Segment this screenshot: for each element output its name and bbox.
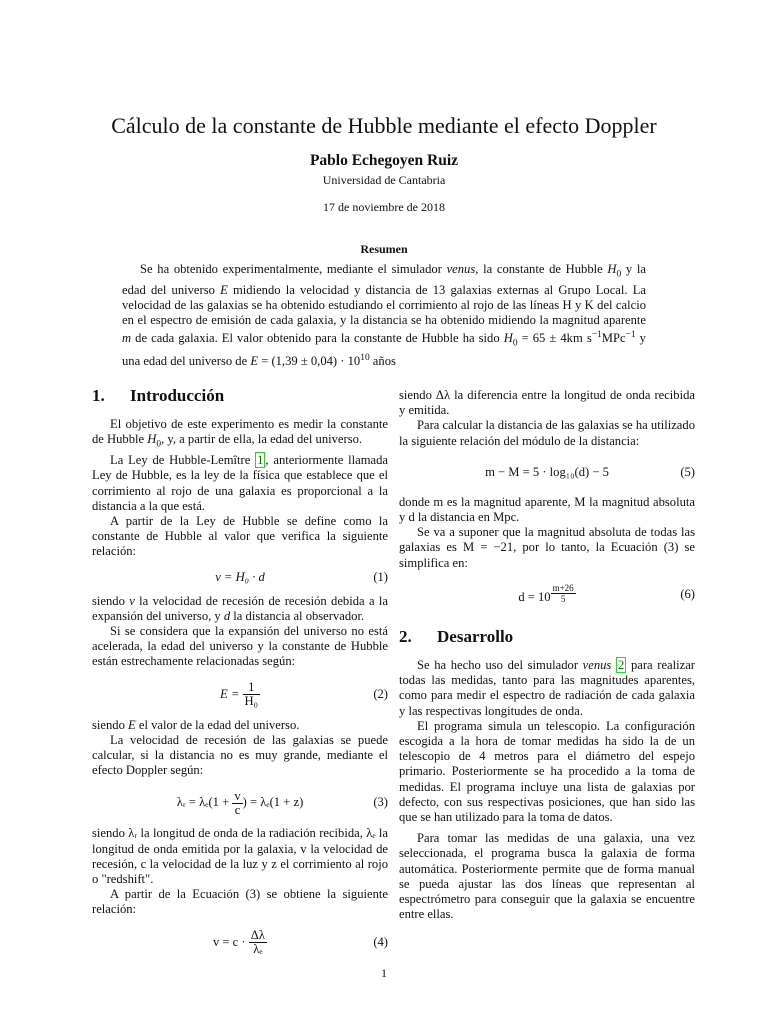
paragraph: Para calcular la distancia de las galaxias se ha utilizado la siguiente relación del módulo de la distancia:: [399, 418, 695, 448]
section-heading-introduccion: 1. Introducción: [92, 386, 225, 405]
paragraph: La velocidad de recesión de las galaxias se puede calcular, si la distancia no es muy grande, mediante el efecto Doppler según:: [92, 732, 388, 778]
equation-2: E = $\frac{1}{\text{H₀}}$ (2): [220, 680, 388, 709]
section-heading-desarrollo: 2. Desarrollo: [399, 626, 514, 646]
equation-1: v = H₀ · d (1): [215, 569, 388, 584]
paragraph: Para tomar las medidas de una galaxia, una vez seleccionada, el programa busca la galaxia de forma automática. Posteriormente permite que de forma manual se pueda ajustar las dos líneas que representan al espectrómetro para conseguir que la galaxia se encuentre entre ellas.: [399, 831, 695, 922]
paragraph: Si se considera que la expansión del universo no está acelerada, la edad del universo y la constante de Hubble están estrechamente relacionadas según:: [92, 623, 388, 669]
affiliation: Universidad de Cantabria: [322, 173, 446, 187]
citation-link[interactable]: 2: [618, 658, 625, 673]
abstract-text: Se ha obtenido experimentalmente, mediante el simulador venus, la constante de Hubble $H_0$ y la edad del universo E midiendo la velocidad y distancia de 13 galaxias externas al Grupo Local. La velocidad de las galaxias se ha obtenido estudiando el corrimiento al rojo de las líneas H y K del calcio en el espectro de emisión de cada galaxia, y la distancia se ha obtenido midiendo la magnitud aparente m de cada galaxia. El valor obtenido para la constante de Hubble ha sido $H_0 = 65 \pm 4km$ $s^{-1}MPc^{-1}$ y una edad del universo de $E = (1,39 \pm 0,04) \cdot 10^{10}$ años: [122, 262, 646, 369]
left-column: [92, 388, 388, 966]
equation-3: λᵣ = λₑ(1 + $\frac{v}{c}$ ) = λₑ(1 + z) (3): [176, 788, 388, 817]
paragraph: siendo v la velocidad de recesión de recesión debida a la expansión del universo, y d la distancia al observador.: [92, 593, 388, 623]
paragraph: A partir de la Ecuación (3) se obtiene la siguiente relación:: [92, 887, 388, 917]
paragraph: Se va a suponer que la magnitud absoluta de todas las galaxias es M = −21, por lo tanto, la Ecuación (3) se simplifica en:: [399, 525, 695, 570]
paragraph: siendo E el valor de la edad del universo.: [92, 717, 300, 732]
equation-4: v = c · $\frac{\Delta\lambda}{\text{λₑ}}$ (4): [212, 928, 388, 957]
paragraph: El programa simula un telescopio. La configuración escogida a la hora de tomar medidas ha sido la de un telescopio de 4 metros para el diámetro del espejo primario. Posteriormente se ha procedido a la toma de medidas. El programa incluye una lista de galaxias por defecto, con sus respectivas posiciones, que han sido las que se han utilizado para la toma de datos.: [399, 718, 695, 825]
paragraph: El objetivo de este experimento es medir la constante de Hubble $H_0$, y, a partir de ella, la edad del universo.: [92, 417, 388, 450]
abstract-heading: Resumen: [360, 242, 408, 256]
paper-title: Cálculo de la constante de Hubble mediante el efecto Doppler: [111, 113, 657, 138]
paragraph: siendo Δλ la diferencia entre la longitud de onda recibida y emitida.: [399, 388, 695, 418]
paragraph: donde m es la magnitud aparente, M la magnitud absoluta y d la distancia en Mpc.: [399, 494, 695, 525]
citation-link[interactable]: 1: [257, 453, 264, 468]
paragraph: siendo λᵣ la longitud de onda de la radiación recibida, λₑ la longitud de onda emitida por la galaxia, v la velocidad de recesión, c la velocidad de la luz y z el corrimiento al rojo o "redshift".: [92, 826, 388, 886]
equation-5: m − M = 5 · log₁₀(d) − 5 (5): [485, 464, 695, 479]
paper-date: 17 de noviembre de 2018: [323, 200, 445, 214]
right-column: [399, 388, 695, 922]
paragraph: A partir de la Ley de Hubble se define como la constante de Hubble al valor que verifica la siguiente relación:: [92, 513, 388, 559]
equation-6: d = 10 $^{\frac{m+26}{5}}$ (6): [518, 583, 695, 605]
paragraph: La Ley de Hubble-Lemître 1 , anteriormente llamada Ley de Hubble, es la ley de la física que establece que el corrimiento al rojo de una galaxia es proporcional a la distancia a la que está.: [92, 453, 388, 513]
page-number: 1: [381, 966, 387, 980]
author-name: Pablo Echegoyen Ruiz: [309, 152, 459, 169]
paragraph: Se ha hecho uso del simulador venus 2 para realizar todas las medidas, tanto para las magnitudes aparentes, como para medir el espectro de radiación de cada galaxia y las respectivas longitudes de onda.: [399, 658, 695, 718]
